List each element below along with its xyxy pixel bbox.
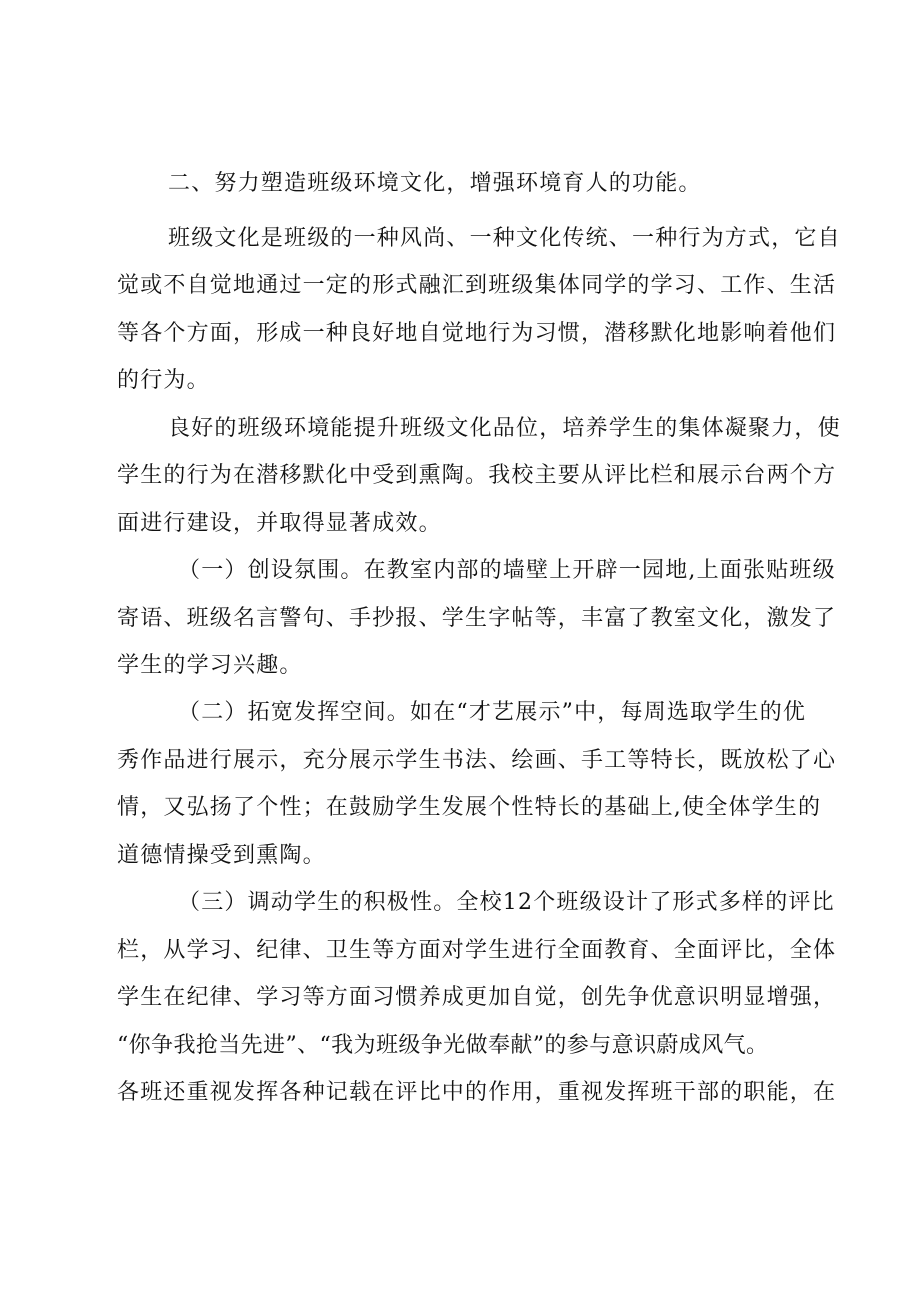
paragraph-line: 秀作品进行展示，充分展示学生书法、绘画、手工等特长，既放松了心 <box>117 748 837 773</box>
paragraph-line: 道德情操受到熏陶。 <box>117 843 326 868</box>
paragraph-line: 学生的行为在潜移默化中受到熏陶。我校主要从评比栏和展示台两个方 <box>117 463 837 488</box>
paragraph-line: （二）拓宽发挥空间。如在“才艺展示”中，每周选取学生的优 <box>178 700 807 725</box>
paragraph-line: 栏，从学习、纪律、卫生等方面对学生进行全面教育、全面评比，全体 <box>117 938 837 963</box>
paragraph-line: （一）创设氛围。在教室内部的墙壁上开辟一园地,上面张贴班级 <box>178 558 836 583</box>
paragraph-line: 学生在纪律、学习等方面习惯养成更加自觉，创先争优意识明显增强， <box>117 985 837 1010</box>
paragraph-line: 的行为。 <box>117 368 210 393</box>
paragraph-line: 情，又弘扬了个性；在鼓励学生发展个性特长的基础上,使全体学生的 <box>117 795 822 820</box>
paragraph-line: 等各个方面，形成一种良好地自觉地行为习惯，潜移默化地影响着他们 <box>117 321 837 346</box>
paragraph-line: “你争我抢当先进”、“我为班级争光做奉献”的参与意识蔚成风气。 <box>117 1033 769 1058</box>
paragraph-line: 面进行建设，并取得显著成效。 <box>117 511 442 536</box>
paragraph-line: 各班还重视发挥各种记载在评比中的作用，重视发挥班干部的职能，在 <box>117 1080 837 1105</box>
paragraph-line: 学生的学习兴趣。 <box>117 653 303 678</box>
paragraph-line: 班级文化是班级的一种风尚、一种文化传统、一种行为方式，它自 <box>168 226 841 251</box>
paragraph-line: 寄语、班级名言警句、手抄报、学生字帖等，丰富了教室文化，激发了 <box>117 606 837 631</box>
section-heading: 二、努力塑造班级环境文化，增强环境育人的功能。 <box>168 171 702 196</box>
paragraph-line: 觉或不自觉地通过一定的形式融汇到班级集体同学的学习、工作、生活 <box>117 273 837 298</box>
paragraph-line: （三）调动学生的积极性。全校12个班级设计了形式多样的评比 <box>178 890 835 915</box>
paragraph-line: 良好的班级环境能提升班级文化品位，培养学生的集体凝聚力，使 <box>168 416 841 441</box>
